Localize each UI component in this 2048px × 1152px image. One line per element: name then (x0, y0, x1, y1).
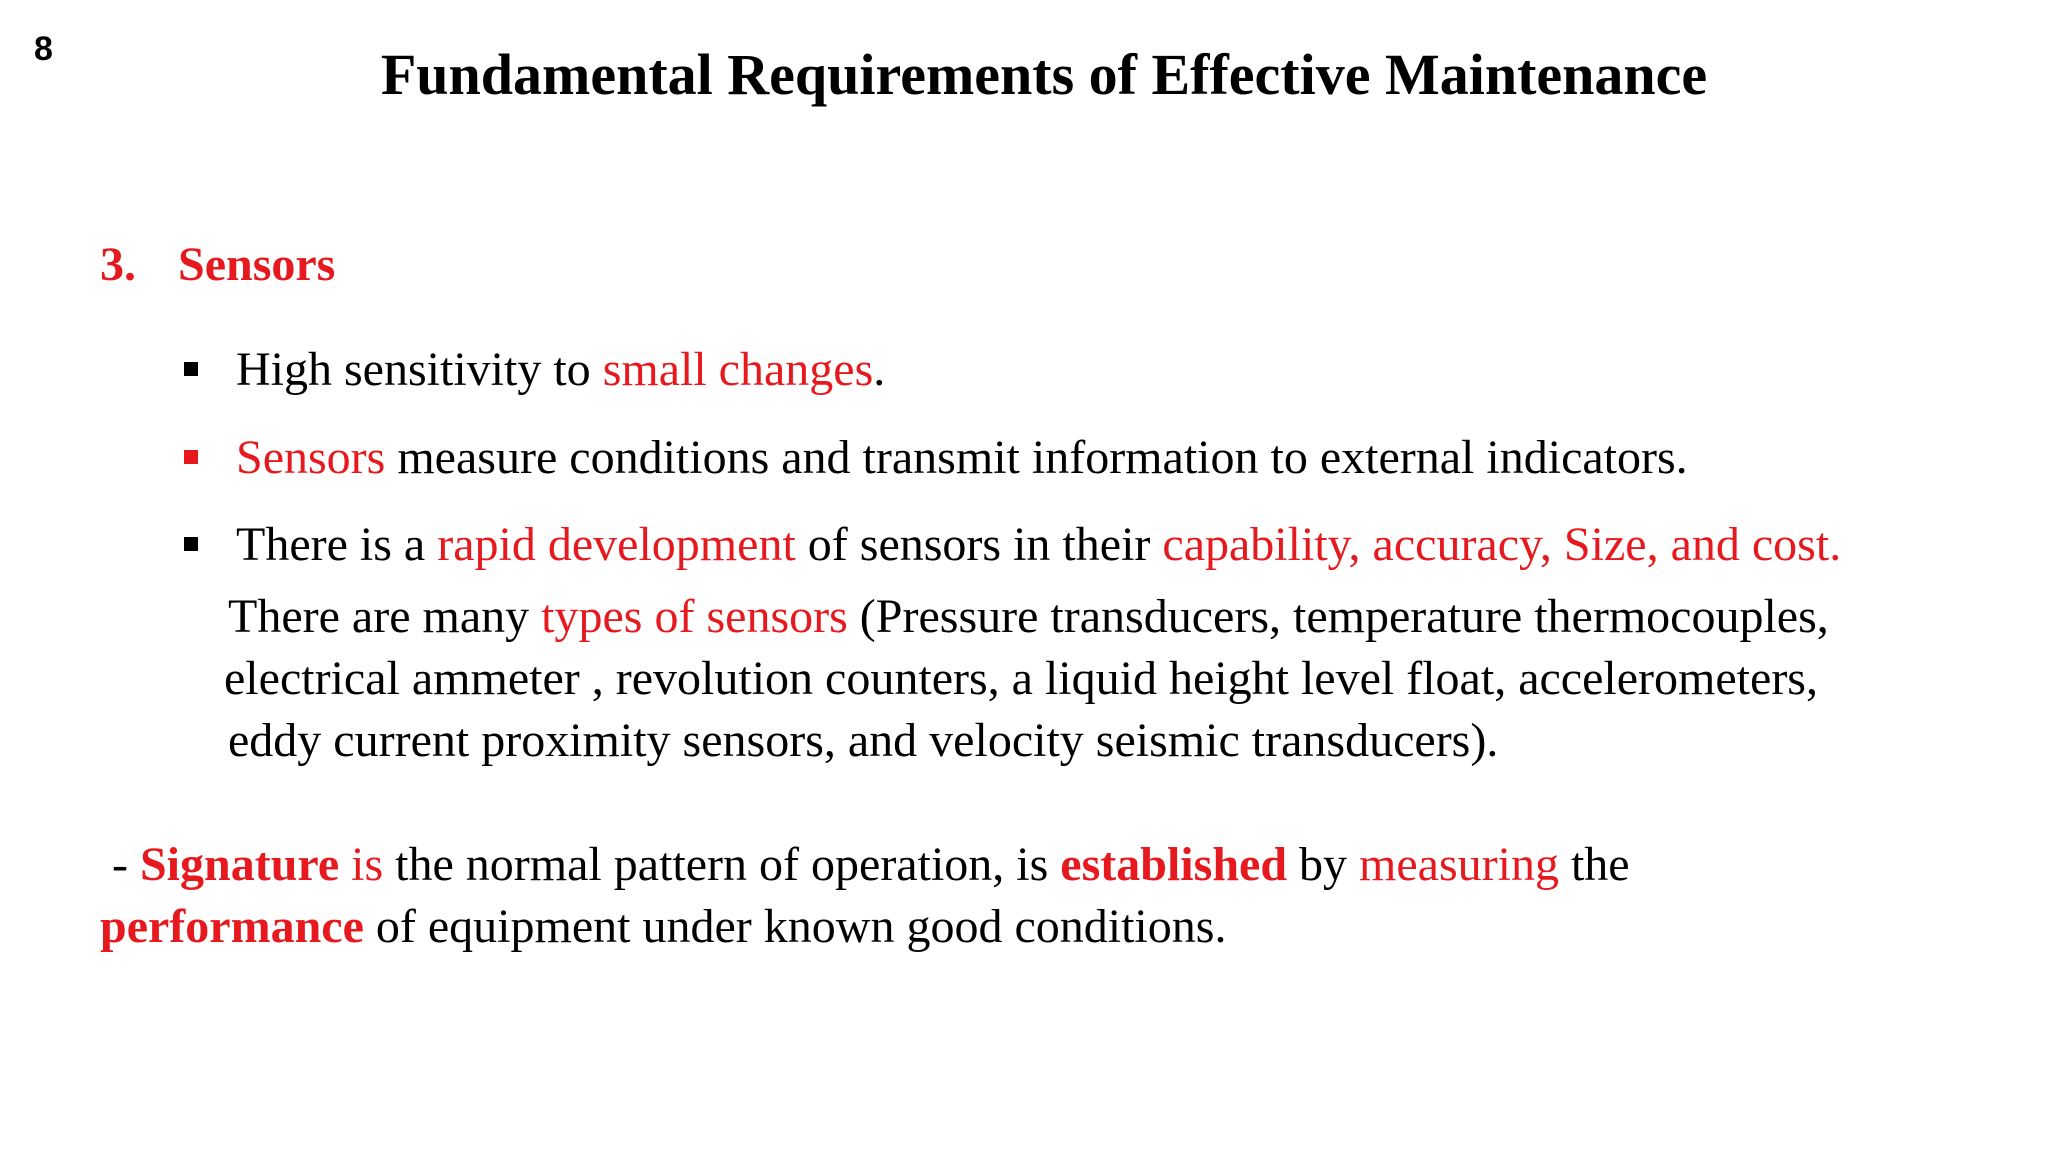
signature-term: performance (100, 900, 364, 953)
signature-line (100, 896, 1630, 958)
bullet-text (236, 515, 1841, 575)
section-heading (100, 235, 335, 295)
signature-text-segment: by (1287, 838, 1360, 891)
square-bullet-icon (184, 362, 198, 376)
paragraph-line: eddy current proximity sensors, and velocity seismic transducers). (228, 714, 1499, 767)
signature-highlight: is (339, 838, 384, 891)
section-number: 3. (100, 238, 136, 291)
bullet-text-segment: measure conditions and transmit information to external indicators. (385, 431, 1688, 484)
signature-highlight: measuring (1359, 838, 1559, 891)
square-bullet-icon (184, 450, 198, 464)
paragraph-line (228, 586, 1829, 648)
paragraph-line: electrical ammeter , revolution counters, a liquid height level float, accelerometers, (224, 652, 1818, 705)
square-bullet-icon (184, 537, 198, 551)
signature-term: established (1060, 838, 1288, 891)
bullet-text (236, 340, 885, 400)
bullet-highlight: capability, accuracy, Size, and cost. (1162, 518, 1842, 571)
paragraph-text-segment: There are many (228, 590, 542, 643)
signature-line (100, 834, 1630, 896)
bullet-text-segment: There is a (236, 518, 438, 571)
signature-text-segment: the (1558, 838, 1630, 891)
paragraph-text-segment: (Pressure transducers, temperature thermocouples, (847, 590, 1829, 643)
paragraph-highlight: types of sensors (541, 590, 848, 643)
bullet-text-segment: . (873, 343, 886, 396)
bullet-text (236, 428, 1688, 488)
signature-definition (100, 834, 1630, 958)
slide-number: 8 (34, 30, 53, 68)
signature-text-segment: of equipment under known good conditions. (363, 900, 1227, 953)
bullet-highlight: rapid development (437, 518, 796, 571)
section-title: Sensors (178, 238, 336, 291)
bullet-highlight: Sensors (236, 431, 386, 484)
signature-term: Signature (139, 838, 340, 891)
signature-text-segment: the normal pattern of operation, is (383, 838, 1061, 891)
sensor-types-paragraph (224, 586, 1829, 772)
bullet-text-segment: of sensors in their (795, 518, 1163, 571)
dash-marker: - (112, 838, 140, 891)
slide-title: Fundamental Requirements of Effective Maintenance (380, 42, 1708, 107)
bullet-text-segment: High sensitivity to (236, 343, 603, 396)
bullet-highlight: small changes (602, 343, 874, 396)
